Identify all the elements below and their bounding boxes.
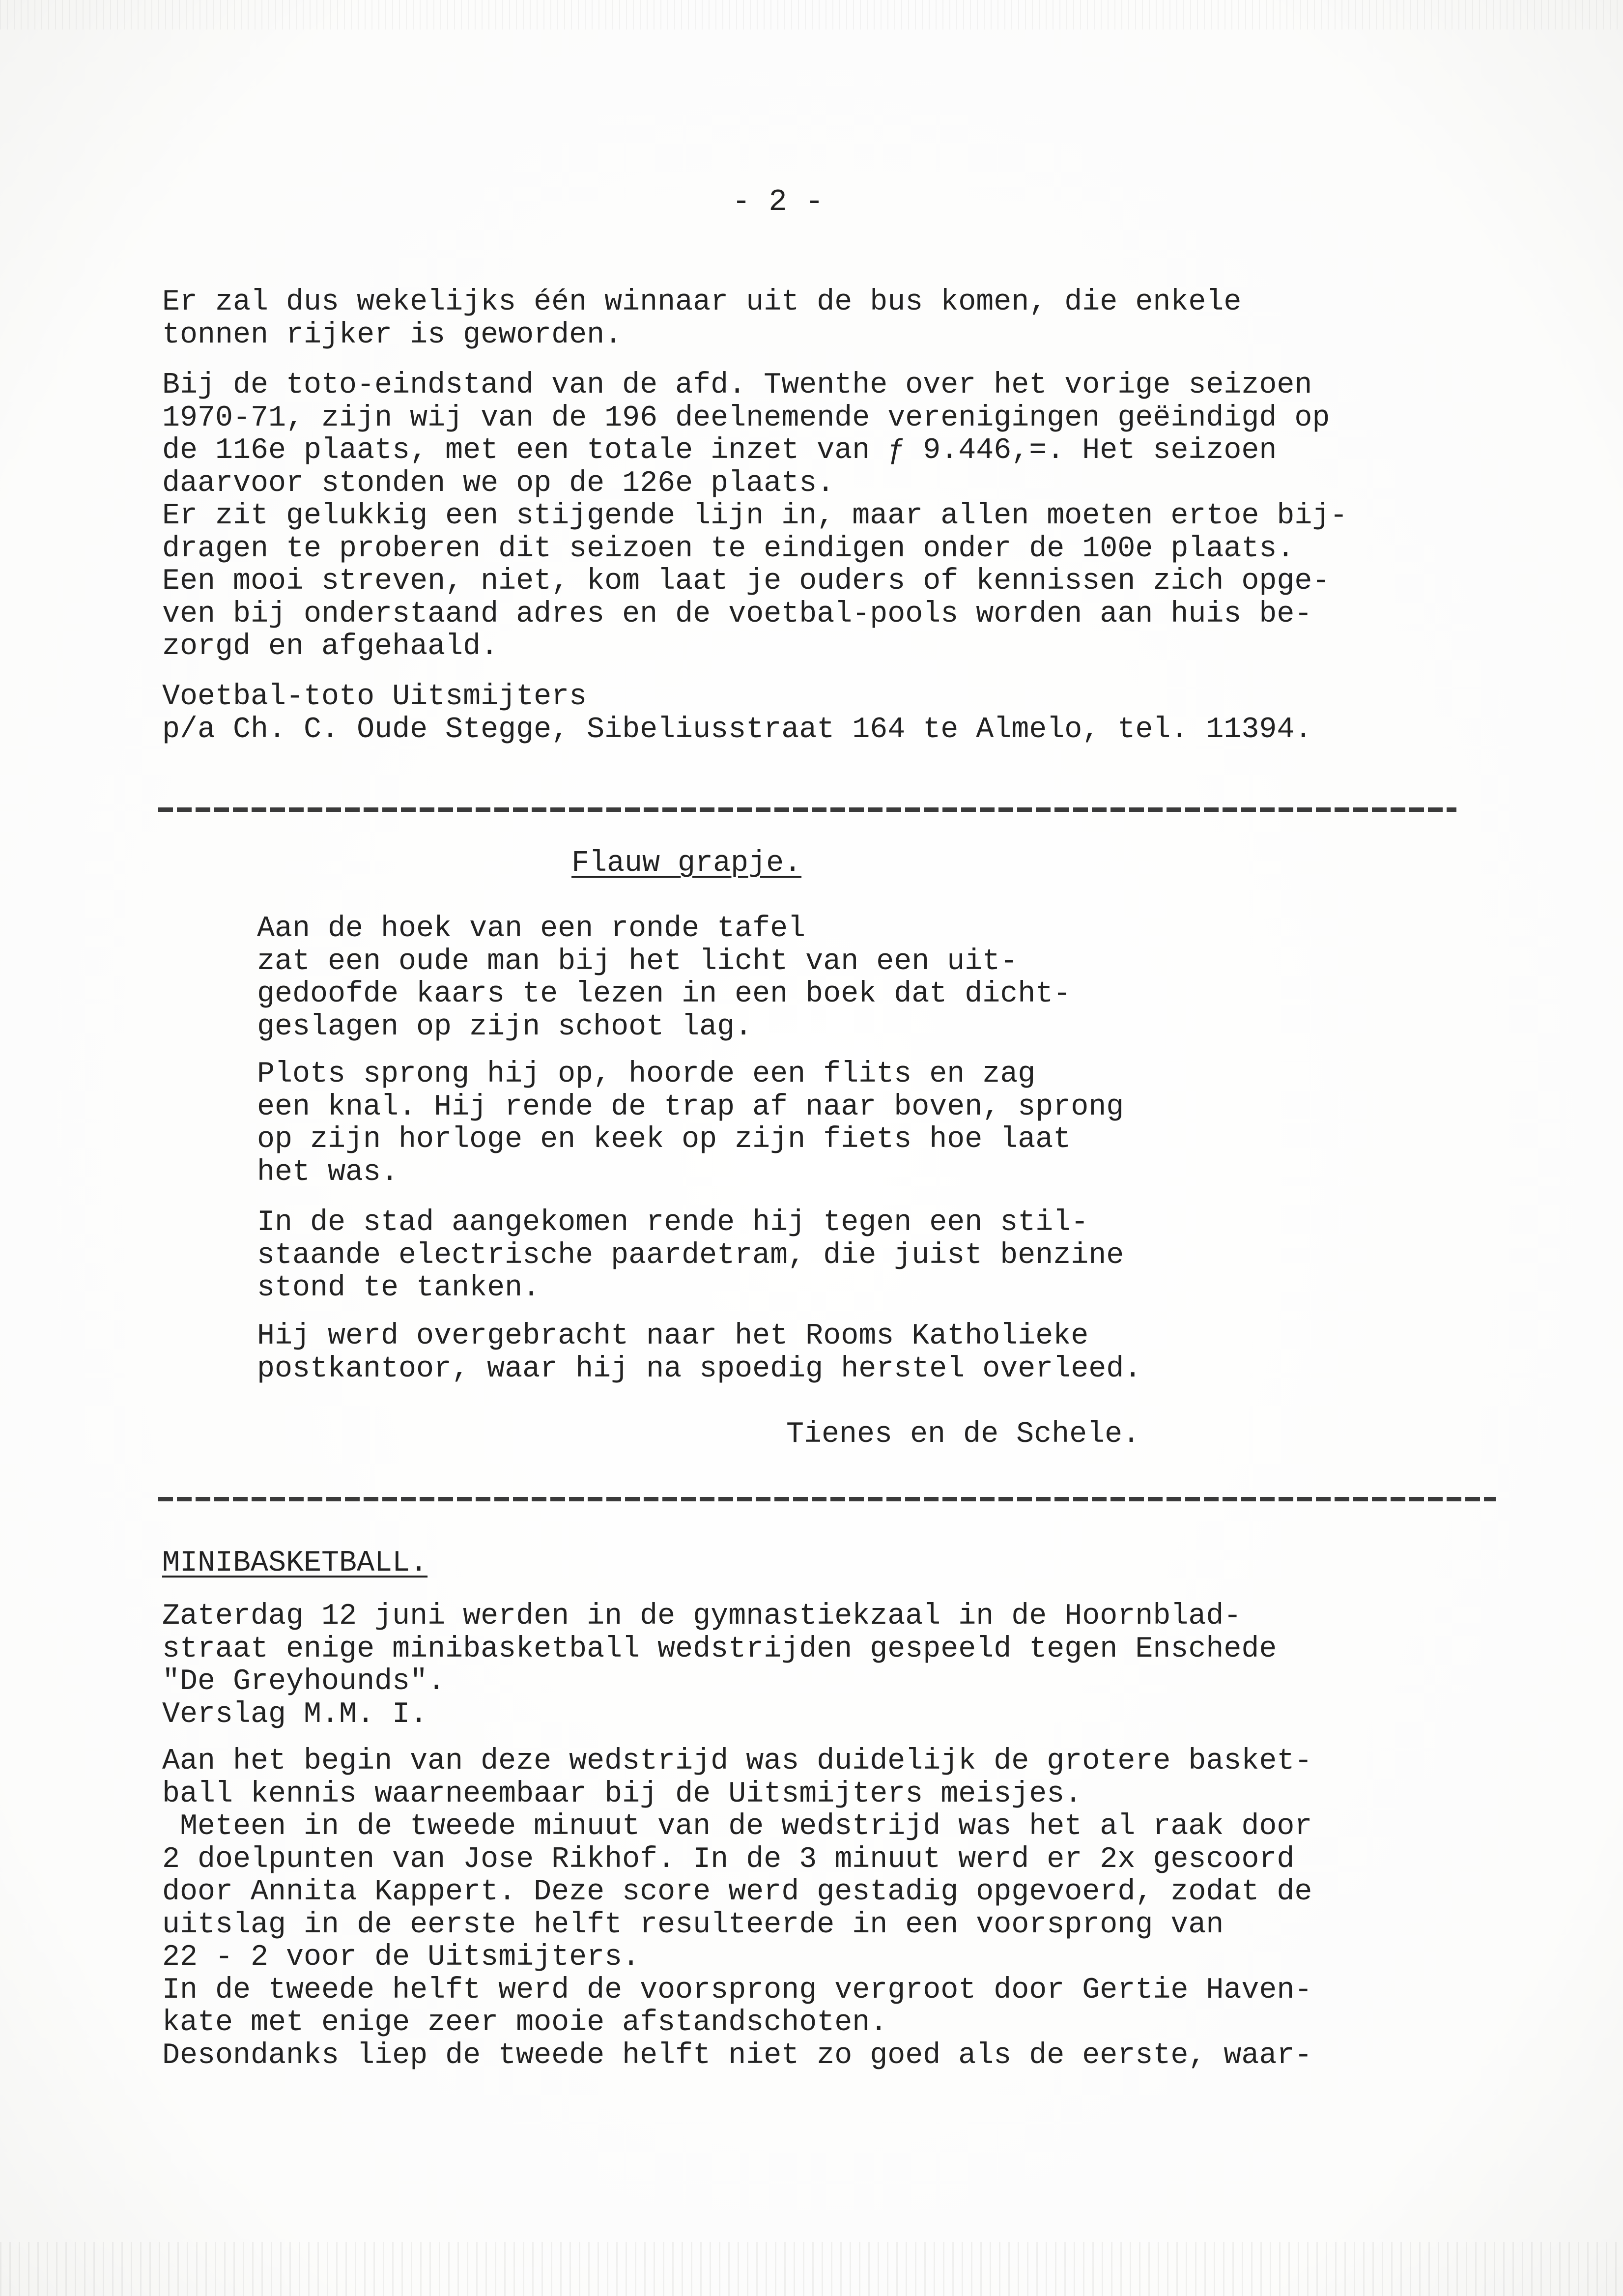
section-divider — [158, 1497, 1496, 1501]
minibasketball-paragraph-2: Aan het begin van deze wedstrijd was duidelijk de grotere basket- ball kennis waarneembaar bij de Uitsmijters meisjes. Meteen in de tweede minuut van de wedstrijd was het al raak door 2 doelpunten van Jose Rikhof. In de 3 minuut werd er 2x gescoord door Annita Kappert. Deze score werd gestadig opgevoerd, zodat de uitslag in de eerste helft resulteerde in een voorsprong van 22 - 2 voor de Uitsmijters. In de tweede helft werd de voorsprong vergroot door Gertie Haven- kate met enige zeer mooie afstandschoten. Desondanks liep de tweede helft niet zo goed als de eerste, waar- — [162, 1745, 1312, 2072]
section-heading-minibasketball: MINIBASKETBALL. — [162, 1547, 428, 1580]
scan-noise-bottom — [0, 2242, 1623, 2296]
joke-paragraph-2: Plots sprong hij op, hoorde een flits en zag een knal. Hij rende de trap af naar boven, sprong op zijn horloge en keek op zijn fiets hoe laat het was. — [257, 1058, 1124, 1189]
scan-noise-top — [0, 0, 1623, 29]
intro-paragraph-3: Voetbal-toto Uitsmijters p/a Ch. C. Oude Stegge, Sibeliusstraat 164 te Almelo, tel. 11394. — [162, 680, 1312, 746]
joke-paragraph-4: Hij werd overgebracht naar het Rooms Katholieke postkantoor, waar hij na spoedig herstel overleed. — [257, 1320, 1142, 1386]
page-number: - 2 - — [732, 184, 824, 219]
joke-signature: Tienes en de Schele. — [786, 1418, 1140, 1451]
minibasketball-paragraph-1: Zaterdag 12 juni werden in de gymnastiekzaal in de Hoornblad- straat enige minibasketball wedstrijden gespeeld tegen Enschede "De Greyhounds". Verslag M.M. I. — [162, 1600, 1277, 1731]
intro-paragraph-1: Er zal dus wekelijks één winnaar uit de bus komen, die enkele tonnen rijker is geworden. — [162, 286, 1242, 352]
section-divider — [158, 807, 1456, 812]
intro-paragraph-2: Bij de toto-eindstand van de afd. Twenthe over het vorige seizoen 1970-71, zijn wij van de 196 deelnemende verenigingen geëindigd op de 116e plaats, met een totale inzet van ƒ 9.446,=. Het seizoen daarvoor stonden we op de 126e plaats. Er zit gelukkig een stijgende lijn in, maar allen moeten ertoe bij- dragen te proberen dit seizoen te eindigen onder de 100e plaats. Een mooi streven, niet, kom laat je ouders of kennissen zich opge- ven bij onderstaand adres en de voetbal-pools worden aan huis be- zorgd en afgehaald. — [162, 369, 1348, 663]
joke-paragraph-1: Aan de hoek van een ronde tafel zat een oude man bij het licht van een uit- gedoofde kaars te lezen in een boek dat dicht- geslagen op zijn schoot lag. — [257, 912, 1071, 1044]
joke-paragraph-3: In de stad aangekomen rende hij tegen een stil- staande electrische paardetram, die juist benzine stond te tanken. — [257, 1206, 1124, 1305]
joke-title: Flauw grapje. — [571, 847, 802, 880]
